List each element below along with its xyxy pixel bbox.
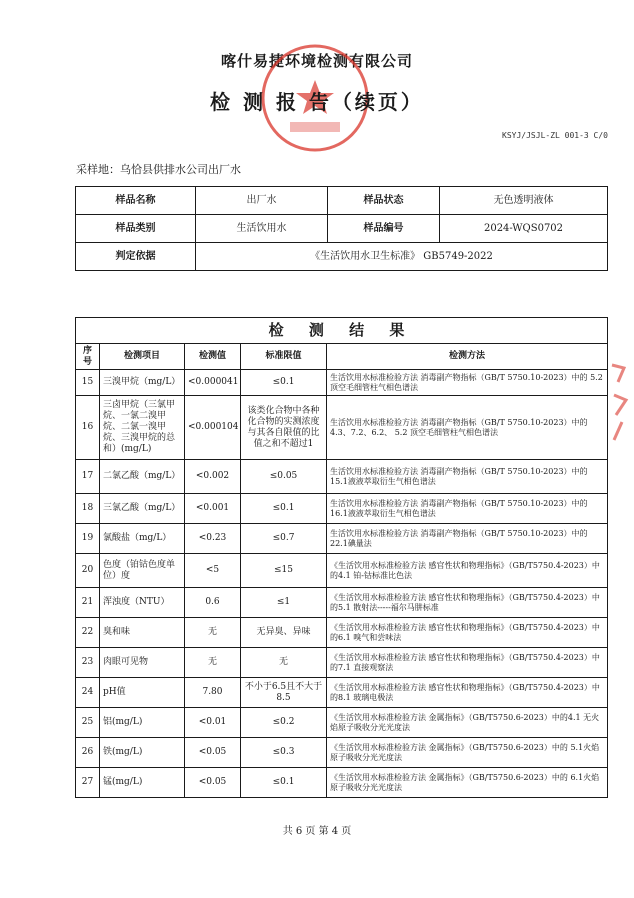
row-limit: ≤15 [241,554,327,588]
row-limit: ≤0.3 [241,738,327,768]
row-value: <0.000104 [185,396,241,460]
row-value: 7.80 [185,678,241,708]
row-item: 色度（铂钴色度单位）度 [100,554,185,588]
sample-state-label: 样品状态 [328,187,440,215]
row-value: 无 [185,618,241,648]
row-item: 三卤甲烷（三氯甲烷、一氯二溴甲烷、二氯一溴甲烷、三溴甲烷的总和）(mg/L) [100,396,185,460]
row-limit: ≤1 [241,588,327,618]
row-limit: 无异臭、异味 [241,618,327,648]
row-value: <0.000041 [185,370,241,396]
row-value: <0.23 [185,524,241,554]
row-method: 生活饮用水标准检验方法 消毒副产物指标（GB/T 5750.10-2023）中的15.1液液萃取衍生气相色谱法 [327,460,608,494]
row-method: 《生活饮用水标准检验方法 感官性状和物理指标》（GB/T5750.4-2023）中的7.1 直接观察法 [327,648,608,678]
row-method: 《生活饮用水标准检验方法 感官性状和物理指标》（GB/T5750.4-2023）中的4.1 铂-钴标准比色法 [327,554,608,588]
header-item: 检测项目 [100,344,185,370]
row-item: 臭和味 [100,618,185,648]
table-row [76,588,608,618]
results-table [75,317,608,798]
row-limit: ≤0.1 [241,494,327,524]
row-value: <0.05 [185,738,241,768]
row-method: 《生活饮用水标准检验方法 金属指标》（GB/T5750.6-2023）中的 5.1火焰原子吸收分光光度法 [327,738,608,768]
company-name: 喀什易捷环境检测有限公司 [220,52,413,70]
table-row [76,494,608,524]
header-value: 检测值 [185,344,241,370]
row-value: <0.002 [185,460,241,494]
table-row [76,524,608,554]
row-number: 26 [76,738,100,768]
row-limit: ≤0.7 [241,524,327,554]
row-item: 浑浊度（NTU） [100,588,185,618]
row-item: 锰(mg/L) [100,768,185,798]
row-item: 铁(mg/L) [100,738,185,768]
sample-number-value: 2024-WQS0702 [440,215,608,243]
row-number: 23 [76,648,100,678]
basis-label: 判定依据 [76,243,196,271]
table-row [76,648,608,678]
row-limit: ≤0.1 [241,768,327,798]
row-method: 《生活饮用水标准检验方法 金属指标》（GB/T5750.6-2023）中的 6.1火焰原子吸收分光光度法 [327,768,608,798]
document-code: KSYJ/JSJL-ZL 001-3 C/0 [502,131,608,140]
table-row [76,708,608,738]
row-number: 21 [76,588,100,618]
row-method: 生活饮用水标准检验方法 消毒副产物指标（GB/T 5750.10-2023）中的16.1液液萃取衍生气相色谱法 [327,494,608,524]
row-number: 27 [76,768,100,798]
row-method: 生活饮用水标准检验方法 消毒副产物指标（GB/T 5750.10-2023）中的22.1碘量法 [327,524,608,554]
row-number: 16 [76,396,100,460]
margin-stamp-fragment [604,360,632,450]
row-item: 三溴甲烷（mg/L） [100,370,185,396]
row-item: 肉眼可见物 [100,648,185,678]
sample-name-value: 出厂水 [196,187,328,215]
row-item: pH值 [100,678,185,708]
sample-name-label: 样品名称 [76,187,196,215]
row-number: 17 [76,460,100,494]
row-number: 24 [76,678,100,708]
row-number: 20 [76,554,100,588]
row-number: 22 [76,618,100,648]
basis-value: 《生活饮用水卫生标准》 GB5749-2022 [196,243,608,271]
row-number: 25 [76,708,100,738]
page-number: 共 6 页 第 4 页 [282,826,352,837]
header-no: 序号 [76,344,100,370]
table-row [76,460,608,494]
row-number: 18 [76,494,100,524]
table-row [76,618,608,648]
sample-number-label: 样品编号 [328,215,440,243]
report-title: 检 测 报 告（续页） [210,90,424,114]
row-method: 《生活饮用水标准检验方法 金属指标》（GB/T5750.6-2023）中的4.1 无火焰原子吸收分光光度法 [327,708,608,738]
row-method: 生活饮用水标准检验方法 消毒副产物指标（GB/T 5750.10-2023）中的4.3、7.2、6.2、 5.2 顶空毛细管柱气相色谱法 [327,396,608,460]
row-item: 二氯乙酸（mg/L） [100,460,185,494]
row-value: <0.01 [185,708,241,738]
row-number: 15 [76,370,100,396]
row-value: <5 [185,554,241,588]
header-method: 检测方法 [327,344,608,370]
table-row [76,396,608,460]
header-limit: 标准限值 [241,344,327,370]
row-value: <0.001 [185,494,241,524]
row-value: 0.6 [185,588,241,618]
sample-category-value: 生活饮用水 [196,215,328,243]
row-method: 生活饮用水标准检验方法 消毒副产物指标（GB/T 5750.10-2023）中的 5.2 顶空毛细管柱气相色谱法 [327,370,608,396]
table-row [76,678,608,708]
sample-state-value: 无色透明液体 [440,187,608,215]
table-row [76,738,608,768]
row-number: 19 [76,524,100,554]
row-limit: ≤0.2 [241,708,327,738]
sampling-site: 采样地：乌恰县供排水公司出厂水 [76,163,241,176]
row-item: 氯酸盐（mg/L） [100,524,185,554]
row-item: 三氯乙酸（mg/L） [100,494,185,524]
results-body [76,370,608,798]
table-row [76,554,608,588]
row-item: 铝(mg/L) [100,708,185,738]
row-method: 《生活饮用水标准检验方法 感官性状和物理指标》（GB/T5750.4-2023）中的5.1 散射法-----福尔马肼标准 [327,588,608,618]
sample-info-table [75,186,608,271]
row-limit: ≤0.05 [241,460,327,494]
row-limit: ≤0.1 [241,370,327,396]
row-method: 《生活饮用水标准检验方法 感官性状和物理指标》（GB/T5750.4-2023）中的6.1 嗅气和尝味法 [327,618,608,648]
row-method: 《生活饮用水标准检验方法 感官性状和物理指标》（GB/T5750.4-2023）中的8.1 玻璃电极法 [327,678,608,708]
row-limit: 该类化合物中各种化合物的实测浓度与其各自限值的比值之和不超过1 [241,396,327,460]
row-value: 无 [185,648,241,678]
row-value: <0.05 [185,768,241,798]
table-row [76,370,608,396]
table-row [76,768,608,798]
row-limit: 不小于6.5且不大于8.5 [241,678,327,708]
sample-category-label: 样品类别 [76,215,196,243]
results-title: 检 测 结 果 [76,318,608,344]
row-limit: 无 [241,648,327,678]
